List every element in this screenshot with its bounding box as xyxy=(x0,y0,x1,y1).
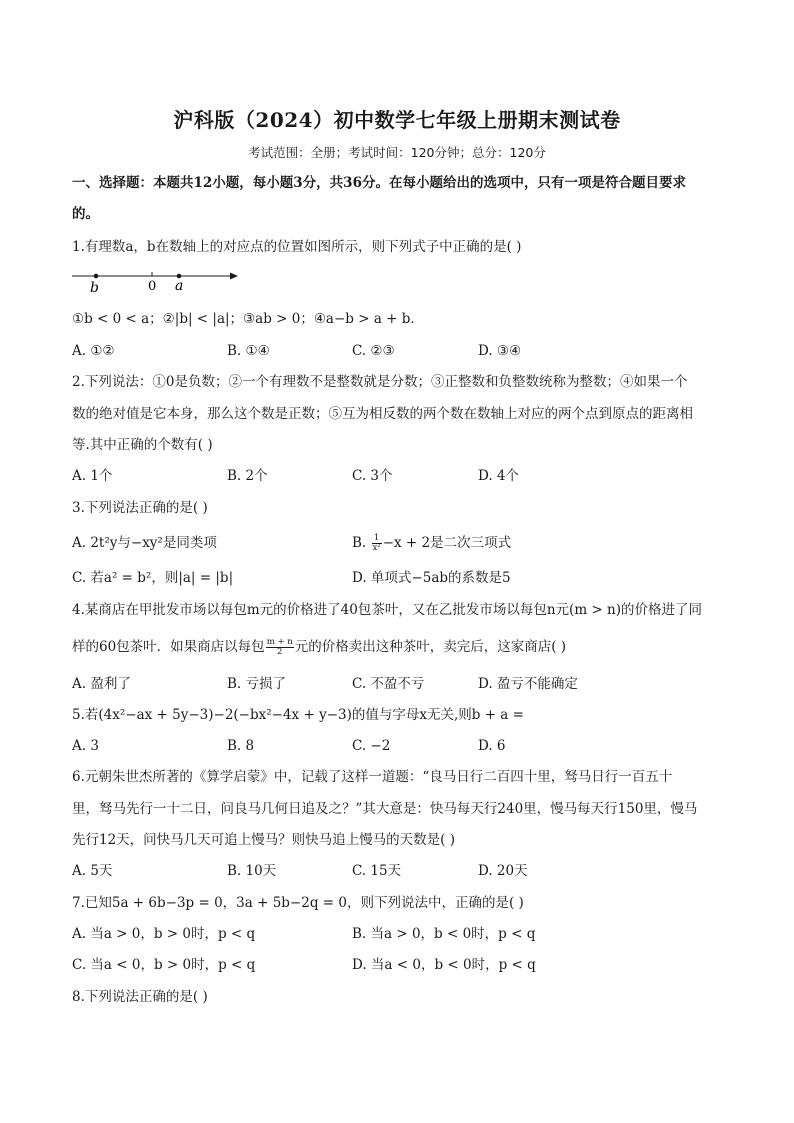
point-b xyxy=(94,274,99,279)
q6-option-c[interactable]: C. 15天 xyxy=(352,863,402,879)
q3-options-row2 xyxy=(72,568,732,588)
axis-arrow-icon xyxy=(230,273,238,280)
q3-option-c[interactable]: C. 若a² = b²，则|a| = |b| xyxy=(72,570,234,586)
q1-option-b[interactable]: B. ①④ xyxy=(227,343,270,359)
q3-option-b-suffix: −x + 2是二次三项式 xyxy=(382,535,512,551)
q6-option-d[interactable]: D. 20天 xyxy=(478,863,528,879)
q3-stem: 3.下列说法正确的是( ) xyxy=(72,500,208,516)
q1-statements: ①b < 0 < a；②|b| < |a|；③ab > 0；④a−b > a + b． xyxy=(72,311,424,327)
q2-option-d[interactable]: D. 4个 xyxy=(478,468,520,484)
q7-option-a[interactable]: A. 当a > 0，b > 0时，p < q xyxy=(72,926,256,942)
label-b: b xyxy=(90,280,99,296)
q1-options xyxy=(72,341,732,361)
q4-stem-line1: 4.某商店在甲批发市场以每包m元的价格进了40包茶叶，又在乙批发市场以每包n元(m > n)的价格进了同 xyxy=(72,602,702,618)
q3-option-b-fraction xyxy=(372,534,382,553)
q4-option-b[interactable]: B. 亏损了 xyxy=(227,676,287,692)
q4-price-fraction xyxy=(266,638,294,657)
q1-option-d[interactable]: D. ③④ xyxy=(478,343,522,359)
q1-option-c[interactable]: C. ②③ xyxy=(352,343,395,359)
q5-option-c[interactable]: C. −2 xyxy=(352,738,391,754)
page-title: 沪科版（2024）初中数学七年级上册期末测试卷 xyxy=(173,108,621,132)
q5-options xyxy=(72,736,732,756)
q3-option-b[interactable] xyxy=(352,533,511,553)
q4-options xyxy=(72,674,732,694)
q6-stem-line2: 里，驽马先行一十二日，问良马几何日追及之？”其大意是：快马每天行240里，慢马每天行150里，慢马 xyxy=(72,801,698,817)
q6-options xyxy=(72,861,732,881)
q5-option-d[interactable]: D. 6 xyxy=(478,738,506,754)
q6-stem-line1: 6.元朝朱世杰所著的《算学启蒙》中，记载了这样一道题：“良马日行二百四十里，驽马日行一百五十 xyxy=(72,769,673,785)
q5-option-b[interactable]: B. 8 xyxy=(227,738,255,754)
q3-options-row1 xyxy=(72,533,732,553)
q3-option-a[interactable]: A. 2t²y与−xy²是同类项 xyxy=(72,535,217,551)
exam-info: 考试范围：全册；考试时间：120分钟；总分：120分 xyxy=(248,145,546,160)
q6-option-b[interactable]: B. 10天 xyxy=(227,863,277,879)
q1-stem: 1.有理数a，b在数轴上的对应点的位置如图所示，则下列式子中正确的是( ) xyxy=(72,239,522,255)
q7-option-d[interactable]: D. 当a < 0，b < 0时，p < q xyxy=(352,957,536,973)
section-heading-cont: 的。 xyxy=(72,206,99,222)
q1-option-a[interactable]: A. ①② xyxy=(72,343,115,359)
fraction-numerator: 1 xyxy=(372,534,382,544)
q6-stem-line3: 先行12天，问快马几天可追上慢马？则快马追上慢马的天数是( ) xyxy=(72,832,456,848)
q3-option-b-prefix: B. xyxy=(352,535,371,551)
q7-option-b[interactable]: B. 当a > 0，b < 0时，p < q xyxy=(352,926,536,942)
q8-stem: 8.下列说法正确的是( ) xyxy=(72,989,208,1005)
q3-option-d[interactable]: D. 单项式−5ab的系数是5 xyxy=(352,570,511,586)
q4-stem-line2 xyxy=(72,637,732,657)
q2-stem-line3: 等.其中正确的个数有( ) xyxy=(72,437,213,453)
fraction-denominator: x² xyxy=(372,543,381,553)
q7-options-row1 xyxy=(72,924,732,944)
q4-line2-suffix: 元的价格卖出这种茶叶，卖完后，这家商店( ) xyxy=(294,639,567,655)
q4-option-d[interactable]: D. 盈亏不能确定 xyxy=(478,676,578,692)
q2-option-b[interactable]: B. 2个 xyxy=(227,468,268,484)
q2-stem-line2: 数的绝对值是它本身，那么这个数是正数；⑤互为相反数的两个数在数轴上对应的两个点到原点的距离相 xyxy=(72,406,693,422)
q5-option-a[interactable]: A. 3 xyxy=(72,738,99,754)
q4-option-c[interactable]: C. 不盈不亏 xyxy=(352,676,425,692)
q5-stem: 5.若(4x²−ax + 5y−3)−2(−bx²−4x + y−3)的值与字母x无关,则b + a = xyxy=(72,707,524,723)
label-a: a xyxy=(175,278,184,294)
number-line-figure xyxy=(70,268,245,300)
q7-options-row2 xyxy=(72,955,732,975)
fraction-numerator: m + n xyxy=(266,637,293,647)
q2-option-c[interactable]: C. 3个 xyxy=(352,468,393,484)
q7-option-c[interactable]: C. 当a < 0，b > 0时，p < q xyxy=(72,957,256,973)
q4-option-a[interactable]: A. 盈利了 xyxy=(72,676,131,692)
fraction-denominator: 2 xyxy=(277,647,283,657)
q6-option-a[interactable]: A. 5天 xyxy=(72,863,113,879)
label-0: 0 xyxy=(148,279,157,294)
q2-option-a[interactable]: A. 1个 xyxy=(72,468,113,484)
q2-stem-line1: 2.下列说法：①0是负数；②一个有理数不是整数就是分数；③正整数和负整数统称为整数；④如果一个 xyxy=(72,374,688,390)
q2-options xyxy=(72,466,732,486)
q4-line2-prefix: 样的60包茶叶．如果商店以每包 xyxy=(72,639,265,655)
q7-stem: 7.已知5a + 6b−3p = 0，3a + 5b−2q = 0，则下列说法中，正确的是( ) xyxy=(72,895,524,911)
section-heading: 一、选择题：本题共12小题，每小题3分，共36分。在每小题给出的选项中，只有一项是符合题目要求 xyxy=(72,175,686,191)
